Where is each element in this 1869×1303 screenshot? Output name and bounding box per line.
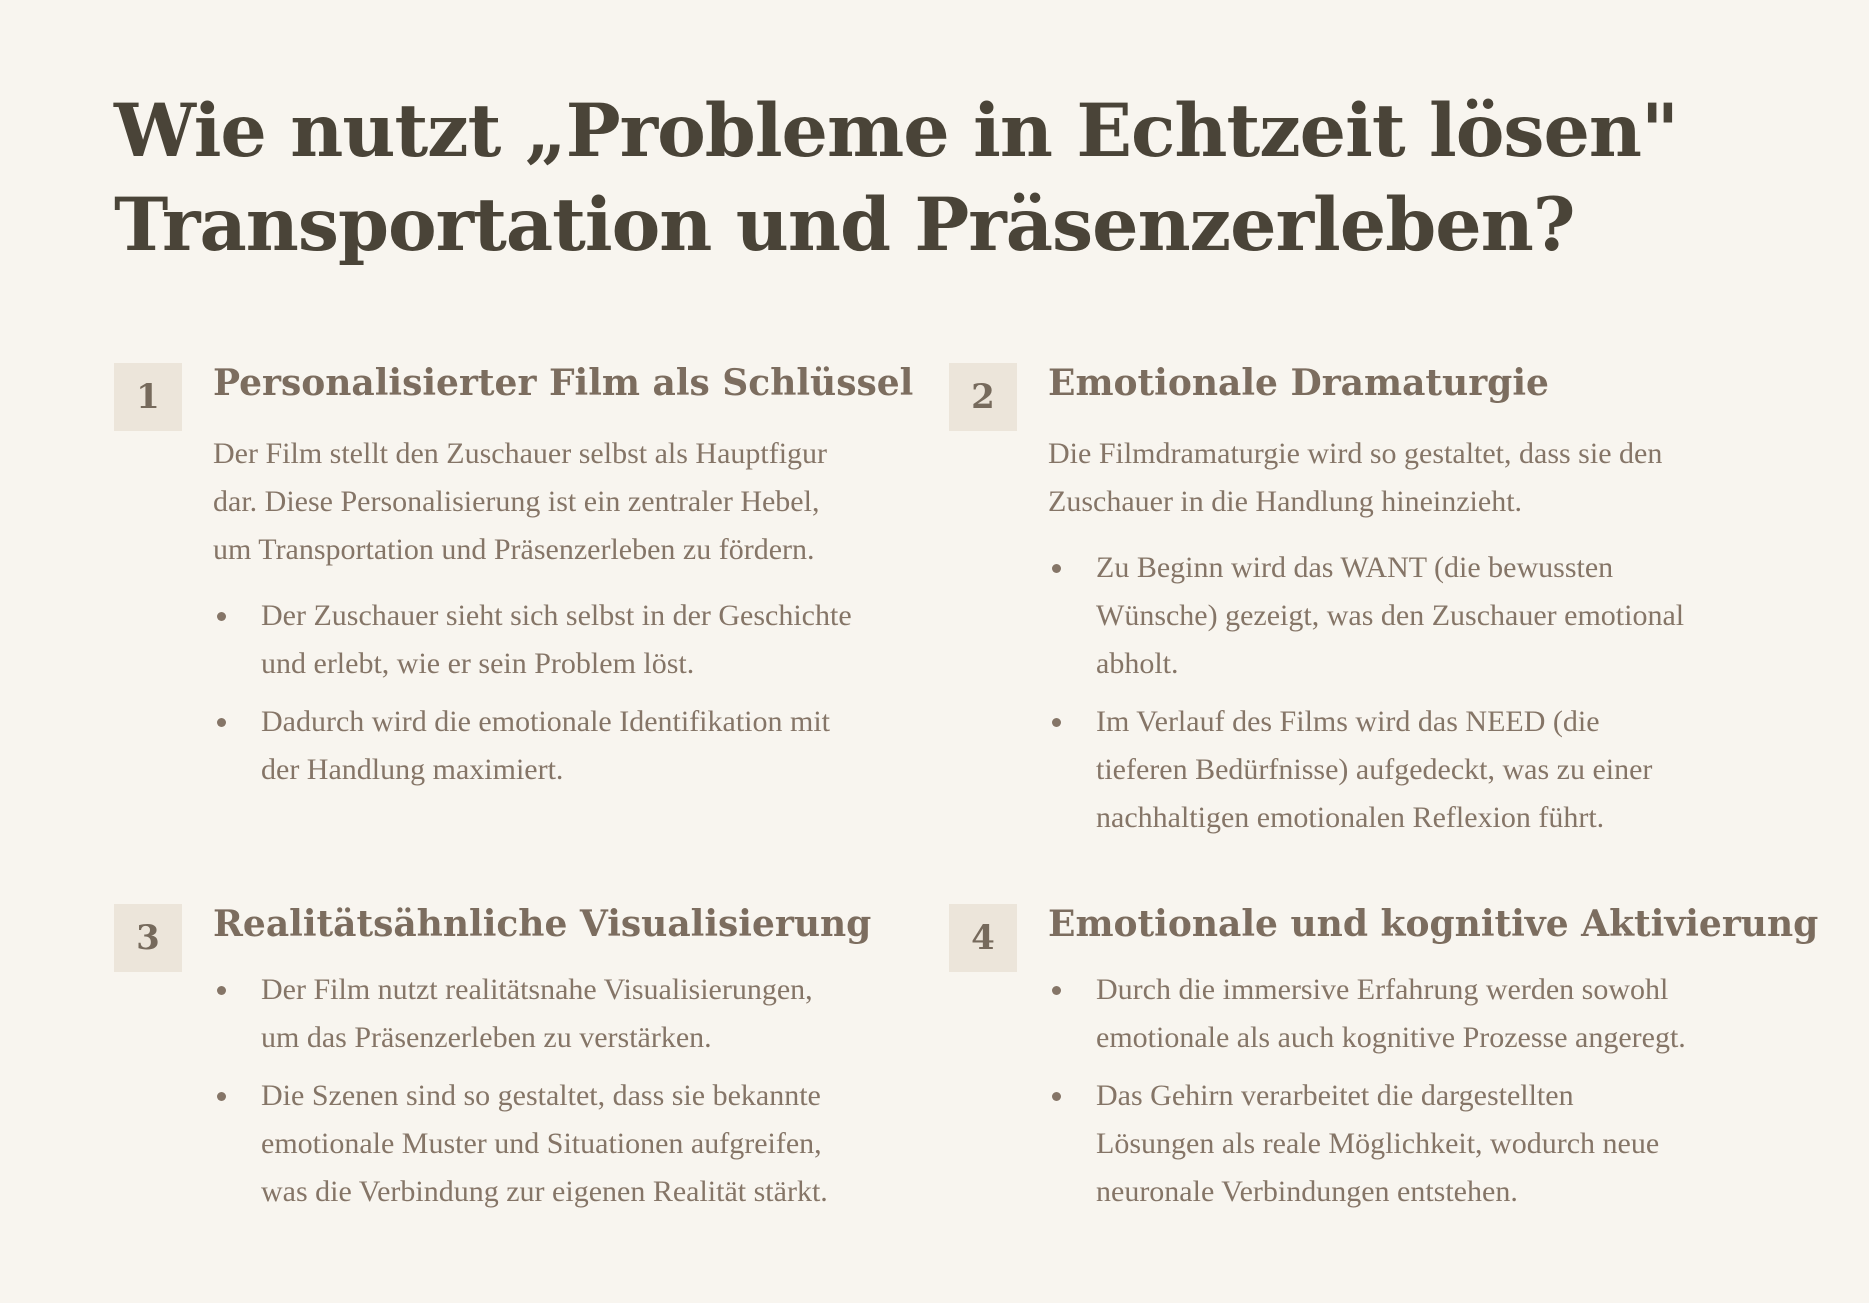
section-content <box>1048 363 1688 852</box>
bullet-list <box>1048 544 1688 842</box>
list-item <box>213 698 853 794</box>
bullet-list <box>213 966 853 1216</box>
list-item-text: Dadurch wird die emotionale Identifikation mit der Handlung maximiert. <box>261 705 831 786</box>
list-item-text: Das Gehirn verarbeitet die dargestellten Lösungen als reale Möglichkeit, wodurch neue neuronale Verbindungen entstehen. <box>1096 1079 1660 1208</box>
list-item-text: Der Film nutzt realitätsnahe Visualisierungen, um das Präsenzerleben zu verstärken. <box>261 973 813 1054</box>
bullet-icon <box>217 1092 226 1101</box>
section-content <box>213 362 914 804</box>
section-number-badge: 2 <box>949 363 1017 431</box>
section-number-badge: 4 <box>949 904 1017 972</box>
list-item-text: Der Zuschauer sieht sich selbst in der Geschichte und erlebt, wie er sein Problem löst. <box>261 599 852 680</box>
bullet-list <box>213 592 853 794</box>
bullet-icon <box>1052 718 1061 727</box>
section-intro: Die Filmdramaturgie wird so gestaltet, dass sie den Zuschauer in die Handlung hineinzieht. <box>1048 437 1663 518</box>
bullet-list <box>1048 966 1688 1216</box>
list-item <box>1048 966 1688 1062</box>
section-intro: Der Film stellt den Zuschauer selbst als Hauptfigur dar. Diese Personalisierung ist ein zentraler Hebel, um Transportation und Präsenzerleben zu fördern. <box>213 437 828 566</box>
section-content <box>213 903 872 1226</box>
list-item <box>1048 1072 1688 1216</box>
section-heading: Emotionale und kognitive Aktivierung <box>1048 903 1819 945</box>
bullet-icon <box>217 718 226 727</box>
list-item <box>213 1072 853 1216</box>
section-heading: Realitätsähnliche Visualisierung <box>213 903 872 945</box>
bullet-icon <box>217 612 226 621</box>
list-item <box>213 592 853 688</box>
bullet-icon <box>1052 986 1061 995</box>
list-item-text: Die Szenen sind so gestaltet, dass sie bekannte emotionale Muster und Situationen aufgreifen, was die Verbindung zur eigenen Realität stärkt. <box>261 1079 828 1208</box>
bullet-icon <box>1052 1092 1061 1101</box>
bullet-icon <box>1052 564 1061 573</box>
section-content <box>1048 903 1819 1226</box>
section-number-badge: 1 <box>114 363 182 431</box>
section-heading: Emotionale Dramaturgie <box>1048 362 1549 404</box>
list-item <box>1048 544 1688 688</box>
page-title: Wie nutzt „Probleme in Echtzeit lösen" Transportation und Präsenzerleben? <box>114 88 1679 268</box>
list-item-text: Durch die immersive Erfahrung werden sowohl emotionale als auch kognitive Prozesse angeregt. <box>1096 973 1686 1054</box>
list-item-text: Zu Beginn wird das WANT (die bewussten Wünsche) gezeigt, was den Zuschauer emotional abholt. <box>1096 551 1685 680</box>
bullet-icon <box>217 986 226 995</box>
list-item <box>1048 698 1688 842</box>
list-item <box>213 966 853 1062</box>
list-item-text: Im Verlauf des Films wird das NEED (die tieferen Bedürfnisse) aufgedeckt, was zu einer nachhaltigen emotionalen Reflexion führt. <box>1096 705 1653 834</box>
section-heading: Personalisierter Film als Schlüssel <box>213 362 914 404</box>
section-number-badge: 3 <box>114 904 182 972</box>
